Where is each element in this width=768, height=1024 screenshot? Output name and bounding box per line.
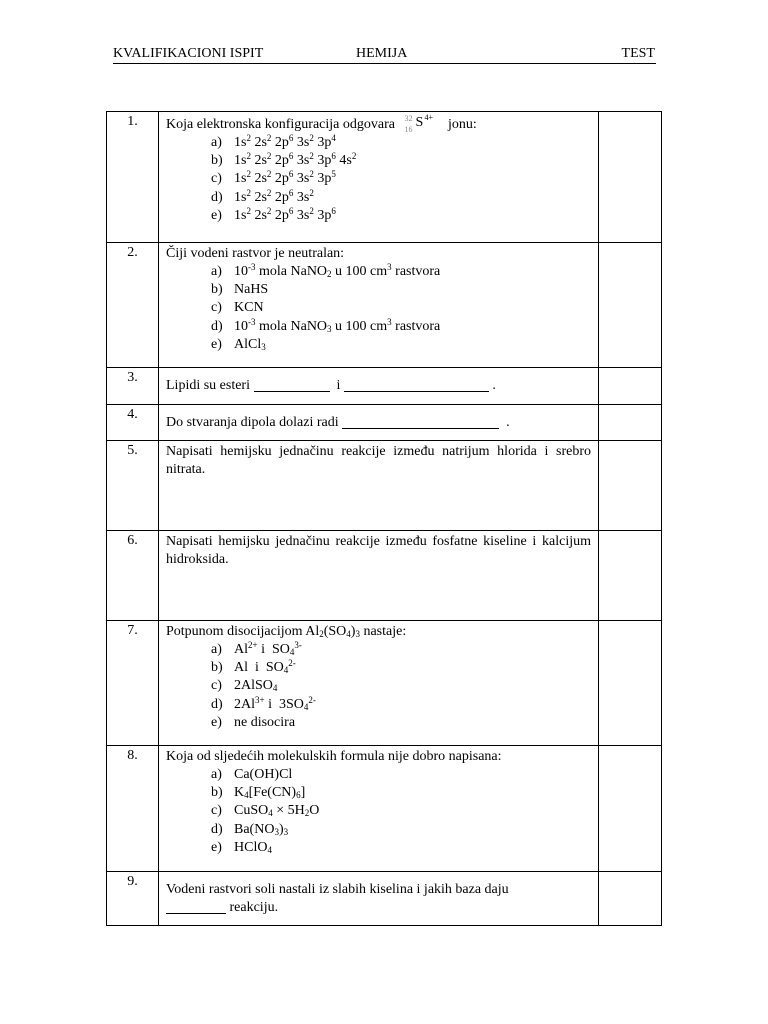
points-cell xyxy=(599,405,662,441)
question-row xyxy=(107,243,662,368)
answer-option: d) $2Al^{3+}$ i $3SO_4^{2-}$ xyxy=(211,694,316,712)
question-row xyxy=(107,621,662,746)
questions-table xyxy=(106,111,662,926)
question-number: 3. xyxy=(107,368,159,405)
answer-blank[interactable] xyxy=(342,414,499,429)
answer-options xyxy=(166,134,591,225)
answer-option: d) $10^{-3}$ mola NaNO$_3$ u 100 $cm^3$ rastvora xyxy=(211,316,441,334)
question-prompt: Lipidi su esteri xyxy=(166,378,250,393)
question-prompt: Potpunom disocijacijom $Al_2(SO_4)_3$ nastaje: xyxy=(166,624,407,639)
question-content xyxy=(159,746,599,872)
points-cell xyxy=(599,621,662,746)
answer-option: e) ne disocira xyxy=(211,714,296,730)
question-row xyxy=(107,746,662,872)
answer-option: a) $1s^2$ $2s^2$ $2p^6$ $3s^2$ $3p^4$ xyxy=(211,133,336,150)
points-cell xyxy=(599,243,662,368)
question-number: 4. xyxy=(107,405,159,441)
answer-option: a) $10^{-3}$ mola NaNO$_2$ u 100 $cm^3$ rastvora xyxy=(211,262,441,279)
answer-option: b) $K_4[Fe(CN)_6]$ xyxy=(211,785,306,801)
page-header xyxy=(113,46,656,64)
question-content xyxy=(159,112,599,243)
question-row xyxy=(107,405,662,441)
question-number: 5. xyxy=(107,441,159,531)
question-number: 2. xyxy=(107,243,159,368)
answer-blank[interactable] xyxy=(254,377,330,392)
question-prompt: Čiji vodeni rastvor je neutralan: xyxy=(166,246,345,261)
answer-options xyxy=(166,641,591,732)
answer-option: a) $Al^{2+}$ i $SO_4^{3-}$ xyxy=(211,640,302,657)
question-prompt: Koja od sljedećih molekulskih formula nije dobro napisana: xyxy=(166,749,502,764)
answer-option: c) KCN xyxy=(211,300,264,316)
question-content: Do stvaranja dipola dolazi radi . xyxy=(159,405,599,441)
points-cell xyxy=(599,368,662,405)
points-cell xyxy=(599,112,662,243)
ion-mass-number: 32 xyxy=(404,114,413,123)
ion-notation xyxy=(404,113,444,134)
header-test-label: TEST xyxy=(621,46,655,61)
ion-symbol: S xyxy=(415,115,424,130)
question-row xyxy=(107,368,662,405)
question-row xyxy=(107,441,662,531)
answer-option: b) Al i $SO_4^{2-}$ xyxy=(211,658,296,676)
answer-option: d) $Ba(NO_3)_3$ xyxy=(211,821,289,837)
question-number: 6. xyxy=(107,531,159,621)
question-number: 7. xyxy=(107,621,159,746)
ion-atomic-number: 16 xyxy=(404,125,413,134)
points-cell xyxy=(599,746,662,872)
answer-option: c) 2AlSO$_4$ xyxy=(211,678,278,694)
question-prompt: Koja elektronska konfiguracija odgovara 32 16 S 4+ jonu: xyxy=(166,114,591,134)
header-exam-title: KVALIFIKACIONI ISPIT xyxy=(113,46,264,61)
points-cell xyxy=(599,872,662,926)
question-prompt: Napisati hemijsku jednačinu reakcije između fosfatne kiseline i kalcijum hidroksida. xyxy=(159,531,599,621)
question-row xyxy=(107,112,662,243)
question-prompt: Vodeni rastvori soli nastali iz slabih kiselina i jakih baza daju xyxy=(166,882,509,897)
answer-option: a) Ca(OH)Cl xyxy=(211,767,293,782)
question-number: 9. xyxy=(107,872,159,926)
answer-option: b) NaHS xyxy=(211,282,269,298)
question-prompt: Napisati hemijsku jednačinu reakcije između natrijum hlorida i srebro nitrata. xyxy=(159,441,599,531)
answer-option: b) $1s^2$ $2s^2$ $2p^6$ $3s^2$ $3p^6$ $4s^2$ xyxy=(211,151,357,169)
question-content: Lipidi su esteri i . xyxy=(159,368,599,405)
question-number: 1. xyxy=(107,112,159,243)
answer-option: e) $1s^2$ $2s^2$ $2p^6$ $3s^2$ $3p^6$ xyxy=(211,205,336,223)
header-subject: HEMIJA xyxy=(356,46,408,61)
question-content xyxy=(159,621,599,746)
answer-option: d) $1s^2$ $2s^2$ $2p^6$ $3s^2$ xyxy=(211,187,314,205)
question-row xyxy=(107,872,662,926)
question-prompt: Do stvaranja dipola dolazi radi xyxy=(166,415,339,430)
question-content: Vodeni rastvori soli nastali iz slabih kiselina i jakih baza daju reakciju. xyxy=(159,872,599,926)
question-content xyxy=(159,243,599,368)
answer-options xyxy=(166,263,591,354)
answer-blank[interactable] xyxy=(166,899,226,914)
answer-options xyxy=(166,766,591,857)
answer-option: c) $1s^2$ $2s^2$ $2p^6$ $3s^2$ $3p^5$ xyxy=(211,169,336,187)
points-cell xyxy=(599,441,662,531)
answer-blank[interactable] xyxy=(344,377,489,392)
points-cell xyxy=(599,531,662,621)
ion-charge: 4+ xyxy=(424,113,433,122)
answer-option: e) HClO$_4$ xyxy=(211,839,272,855)
question-row xyxy=(107,531,662,621)
question-number: 8. xyxy=(107,746,159,872)
answer-option: c) CuSO$_4$ × $5H_2O$ xyxy=(211,803,320,819)
answer-option: e) AlCl$_3$ xyxy=(211,336,266,352)
